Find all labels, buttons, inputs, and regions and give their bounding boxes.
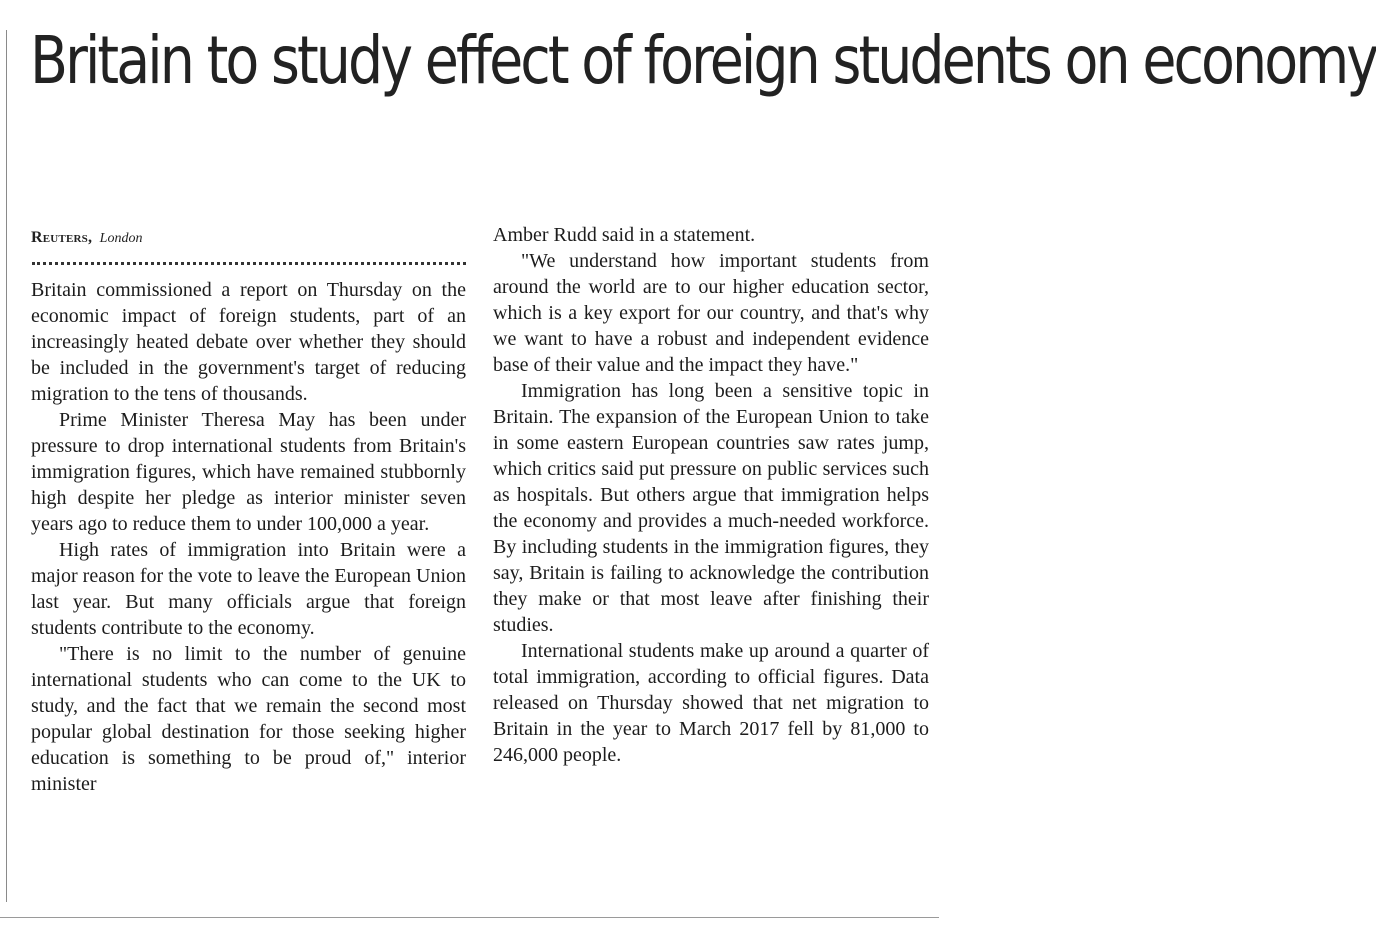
paragraph: "There is no limit to the number of genuine international students who can come to the UK to study, and the fact that we remain the second most popular global destination for those seeking higher education is something to be proud of," interior minister: [31, 643, 466, 795]
paragraph: International students make up around a quarter of total immigration, according to official figures. Data released on Thursday showed that net migration to Britain in the year to March 2017 fell by 81,000 to 246,000 people.: [493, 640, 929, 766]
paragraph: Britain commissioned a report on Thursday on the economic impact of foreign students, part of an increasingly heated debate over whether they should be included in the government's target of reducing migration to the tens of thousands.: [31, 279, 466, 405]
byline-agency: Reuters,: [31, 229, 93, 246]
article-column-right: [493, 222, 929, 768]
paragraph: Immigration has long been a sensitive topic in Britain. The expansion of the European Union to take in some eastern European countries saw rates jump, which critics said put pressure on public services such as hospitals. But others argue that immigration helps the economy and provides a much-needed workforce. By including students in the immigration figures, they say, Britain is failing to acknowledge the contribution they make or that most leave after finishing their studies.: [493, 380, 929, 636]
paragraph: High rates of immigration into Britain were a major reason for the vote to leave the European Union last year. But many officials argue that foreign students contribute to the economy.: [31, 539, 466, 639]
paragraph: Amber Rudd said in a statement.: [493, 224, 756, 246]
paragraph: "We understand how important students from around the world are to our higher education sector, which is a key export for our country, and that's why we want to have a robust and independent evidence base of their value and the impact they have.": [493, 250, 929, 376]
dotted-separator: [32, 262, 466, 265]
byline: [31, 228, 142, 249]
headline: Britain to study effect of foreign students on economy: [30, 22, 1376, 99]
article-column-left: [31, 277, 466, 797]
bottom-rule: [0, 917, 939, 918]
byline-location: London: [99, 231, 143, 246]
left-column-rule: [6, 30, 7, 902]
paragraph: Prime Minister Theresa May has been under pressure to drop international students from Britain's immigration figures, which have remained stubbornly high despite her pledge as interior minister seven years ago to reduce them to under 100,000 a year.: [31, 409, 466, 535]
